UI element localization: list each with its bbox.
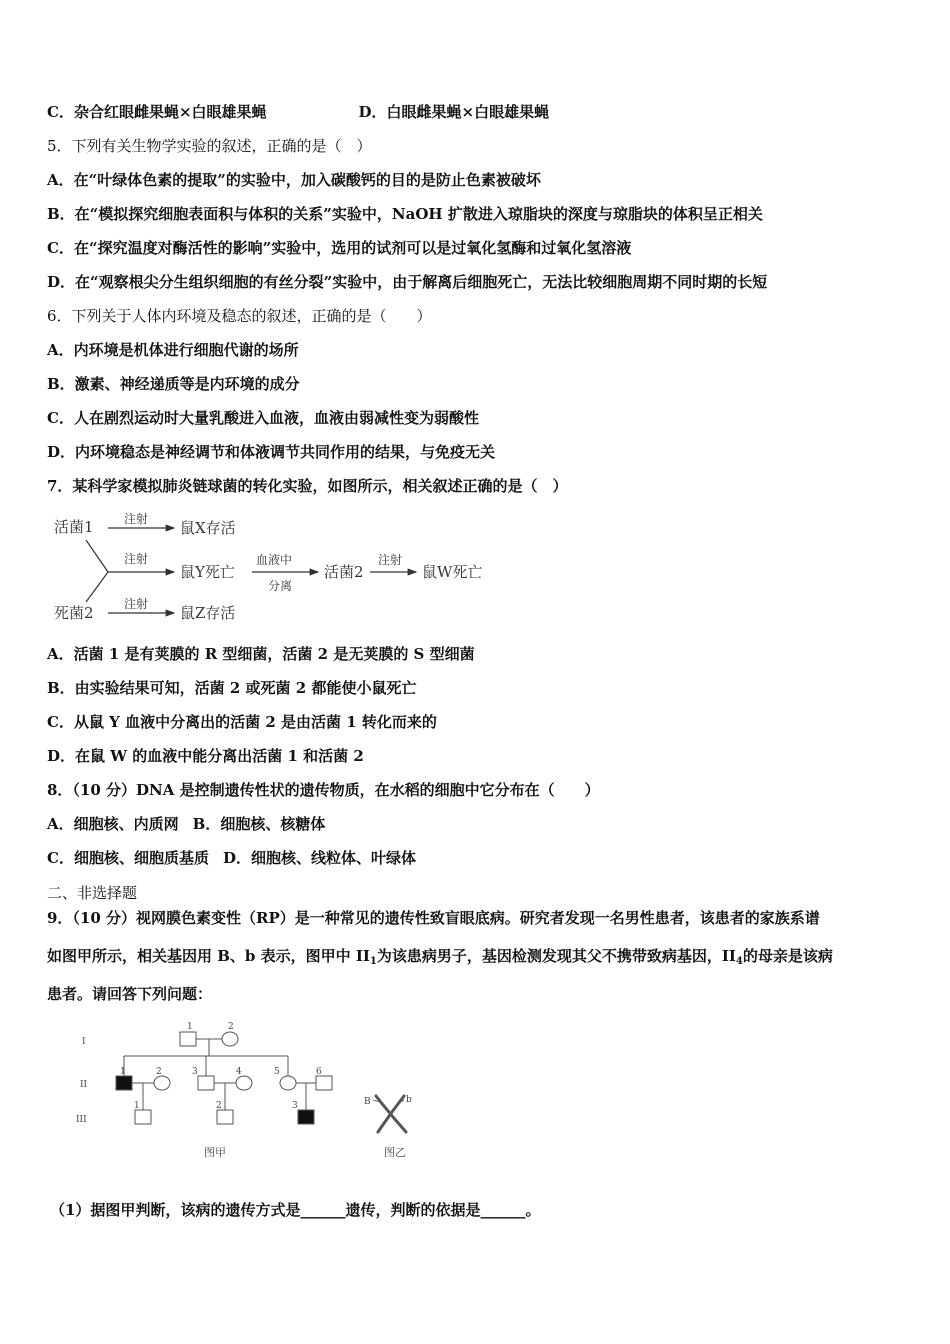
q9-line-2a: 如图甲所示，相关基因用 B、b 表示，图甲中 II bbox=[47, 947, 370, 965]
q9-line-3: 患者。请回答下列问题： bbox=[47, 985, 213, 1003]
num-ii6: 6 bbox=[316, 1067, 322, 1077]
caption-figure-jia: 图甲 bbox=[204, 1146, 226, 1159]
section-heading: 二、非选择题 bbox=[47, 884, 138, 902]
num-iii2: 2 bbox=[216, 1101, 222, 1111]
q5-stem: 5．下列有关生物学实验的叙述，正确的是（ ） bbox=[47, 137, 372, 155]
num-iii3: 3 bbox=[292, 1101, 298, 1111]
q7-stem: 7．某科学家模拟肺炎链球菌的转化实验，如图所示，相关叙述正确的是（ ） bbox=[47, 477, 568, 495]
q9-line-2c: 的母亲是该病 bbox=[742, 947, 833, 965]
q8-option-a: A．细胞核、内质网 bbox=[47, 815, 179, 833]
q6-option-a: A．内环境是机体进行细胞代谢的场所 bbox=[47, 341, 299, 359]
label-inject-4: 注射 bbox=[124, 597, 149, 611]
q4-option-d: D．白眼雌果蝇×白眼雄果蝇 bbox=[358, 103, 550, 121]
q9-line-2 bbox=[47, 946, 833, 972]
q4-options-row bbox=[47, 102, 549, 122]
label-dead-bacteria-2: 死菌2 bbox=[54, 604, 94, 622]
num-i2: 2 bbox=[228, 1022, 234, 1032]
merge-line-bottom bbox=[86, 572, 108, 602]
q9-sub-1: 1 bbox=[369, 956, 377, 967]
label-inject-1: 注射 bbox=[124, 512, 149, 526]
q9-line-2b: 为该患病男子，基因检测发现其父不携带致病基因，II bbox=[376, 947, 736, 965]
pedigree-iii2-male bbox=[217, 1110, 233, 1124]
q6-option-b: B．激素、神经递质等是内环境的成分 bbox=[47, 375, 300, 393]
q7-transformation-diagram bbox=[48, 506, 508, 630]
q9-subquestion-1: （1）据图甲判断，该病的遗传方式是______遗传，判断的依据是______。 bbox=[50, 1201, 541, 1219]
pedigree-ii3-male bbox=[198, 1076, 214, 1090]
q5-option-b: B．在“模拟探究细胞表面积与体积的关系”实验中，NaOH 扩散进入琼脂块的深度与琼脂块的体积呈正相关 bbox=[47, 205, 763, 223]
chromosome-label-b-upper: B bbox=[364, 1097, 371, 1107]
q9-line-1: 9．（10 分）视网膜色素变性（RP）是一种常见的遗传性致盲眼底病。研究者发现一名男性患者，该患者的家族系谱 bbox=[47, 909, 820, 927]
gen-label-iii: III bbox=[76, 1115, 87, 1125]
label-mouse-w: 鼠W死亡 bbox=[422, 563, 483, 581]
pedigree-iii3-affected-male bbox=[298, 1110, 314, 1124]
q6-option-c: C．人在剧烈运动时大量乳酸进入血液，血液由弱减性变为弱酸性 bbox=[47, 409, 479, 427]
q7-option-a: A．活菌 1 是有荚膜的 R 型细菌，活菌 2 是无荚膜的 S 型细菌 bbox=[47, 645, 475, 663]
label-live-bacteria-1: 活菌1 bbox=[54, 518, 94, 536]
label-inject-2: 注射 bbox=[124, 552, 149, 566]
q7-option-b: B．由实验结果可知，活菌 2 或死菌 2 都能使小鼠死亡 bbox=[47, 679, 417, 697]
q5-option-a: A．在“叶绿体色素的提取”的实验中，加入碳酸钙的目的是防止色素被破坏 bbox=[47, 171, 541, 189]
q8-stem-row bbox=[47, 780, 600, 800]
q5-option-d: D．在“观察根尖分生组织细胞的有丝分裂”实验中，由于解离后细胞死亡，无法比较细胞周期不同时期的长短 bbox=[47, 273, 768, 291]
pedigree-i2-female bbox=[222, 1032, 238, 1046]
pedigree-i1-male bbox=[180, 1032, 196, 1046]
q6-option-d: D．内环境稳态是神经调节和体液调节共同作用的结果，与免疫无关 bbox=[47, 443, 496, 461]
caption-figure-yi: 图乙 bbox=[384, 1146, 406, 1159]
q6-stem: 6．下列关于人体内环境及稳态的叙述，正确的是（ ） bbox=[47, 307, 432, 325]
pedigree-ii2-female bbox=[154, 1076, 170, 1090]
q9-sub-4: 4 bbox=[735, 956, 743, 967]
q7-option-c: C．从鼠 Y 血液中分离出的活菌 2 是由活菌 1 转化而来的 bbox=[47, 713, 437, 731]
num-ii2: 2 bbox=[156, 1067, 162, 1077]
q8-stem: 8．（10 分）DNA 是控制遗传性状的遗传物质，在水稻的细胞中它分布在（ ） bbox=[47, 781, 600, 799]
num-ii4: 4 bbox=[236, 1067, 242, 1077]
gen-label-i: I bbox=[82, 1037, 86, 1047]
num-ii3: 3 bbox=[192, 1067, 198, 1077]
gen-label-ii: II bbox=[80, 1080, 88, 1090]
pedigree-ii4-female bbox=[236, 1076, 252, 1090]
label-mouse-x: 鼠X存活 bbox=[180, 519, 236, 537]
q8-option-c: C．细胞核、细胞质基质 bbox=[47, 849, 209, 867]
label-mouse-z: 鼠Z存活 bbox=[180, 604, 236, 622]
pedigree-ii5-female bbox=[280, 1076, 296, 1090]
label-live-bacteria-2: 活菌2 bbox=[324, 563, 364, 581]
label-mouse-y: 鼠Y死亡 bbox=[180, 563, 235, 581]
num-ii5: 5 bbox=[274, 1067, 280, 1077]
num-i1: 1 bbox=[187, 1022, 193, 1032]
q9-pedigree-figures bbox=[68, 1018, 428, 1168]
label-separate: 分离 bbox=[268, 579, 293, 593]
merge-line-top bbox=[86, 540, 108, 572]
num-ii1: 1 bbox=[120, 1067, 126, 1077]
chromosome-label-b-lower: b bbox=[406, 1095, 412, 1105]
label-in-blood: 血液中 bbox=[256, 553, 293, 567]
label-inject-3: 注射 bbox=[378, 553, 403, 567]
q8-options-ab bbox=[47, 814, 325, 834]
q8-option-b: B．细胞核、核糖体 bbox=[192, 815, 326, 833]
q5-option-c: C．在“探究温度对酶活性的影响”实验中，选用的试剂可以是过氧化氢酶和过氧化氢溶液 bbox=[47, 239, 632, 257]
q8-options-cd bbox=[47, 848, 416, 868]
q7-option-d: D．在鼠 W 的血液中能分离出活菌 1 和活菌 2 bbox=[47, 747, 364, 765]
q4-option-c: C．杂合红眼雌果蝇×白眼雄果蝇 bbox=[47, 103, 267, 121]
num-iii1: 1 bbox=[134, 1101, 140, 1111]
pedigree-ii6-male bbox=[316, 1076, 332, 1090]
q8-option-d: D．细胞核、线粒体、叶绿体 bbox=[222, 849, 416, 867]
pedigree-iii1-male bbox=[135, 1110, 151, 1124]
pedigree-ii1-affected-male bbox=[116, 1076, 132, 1090]
